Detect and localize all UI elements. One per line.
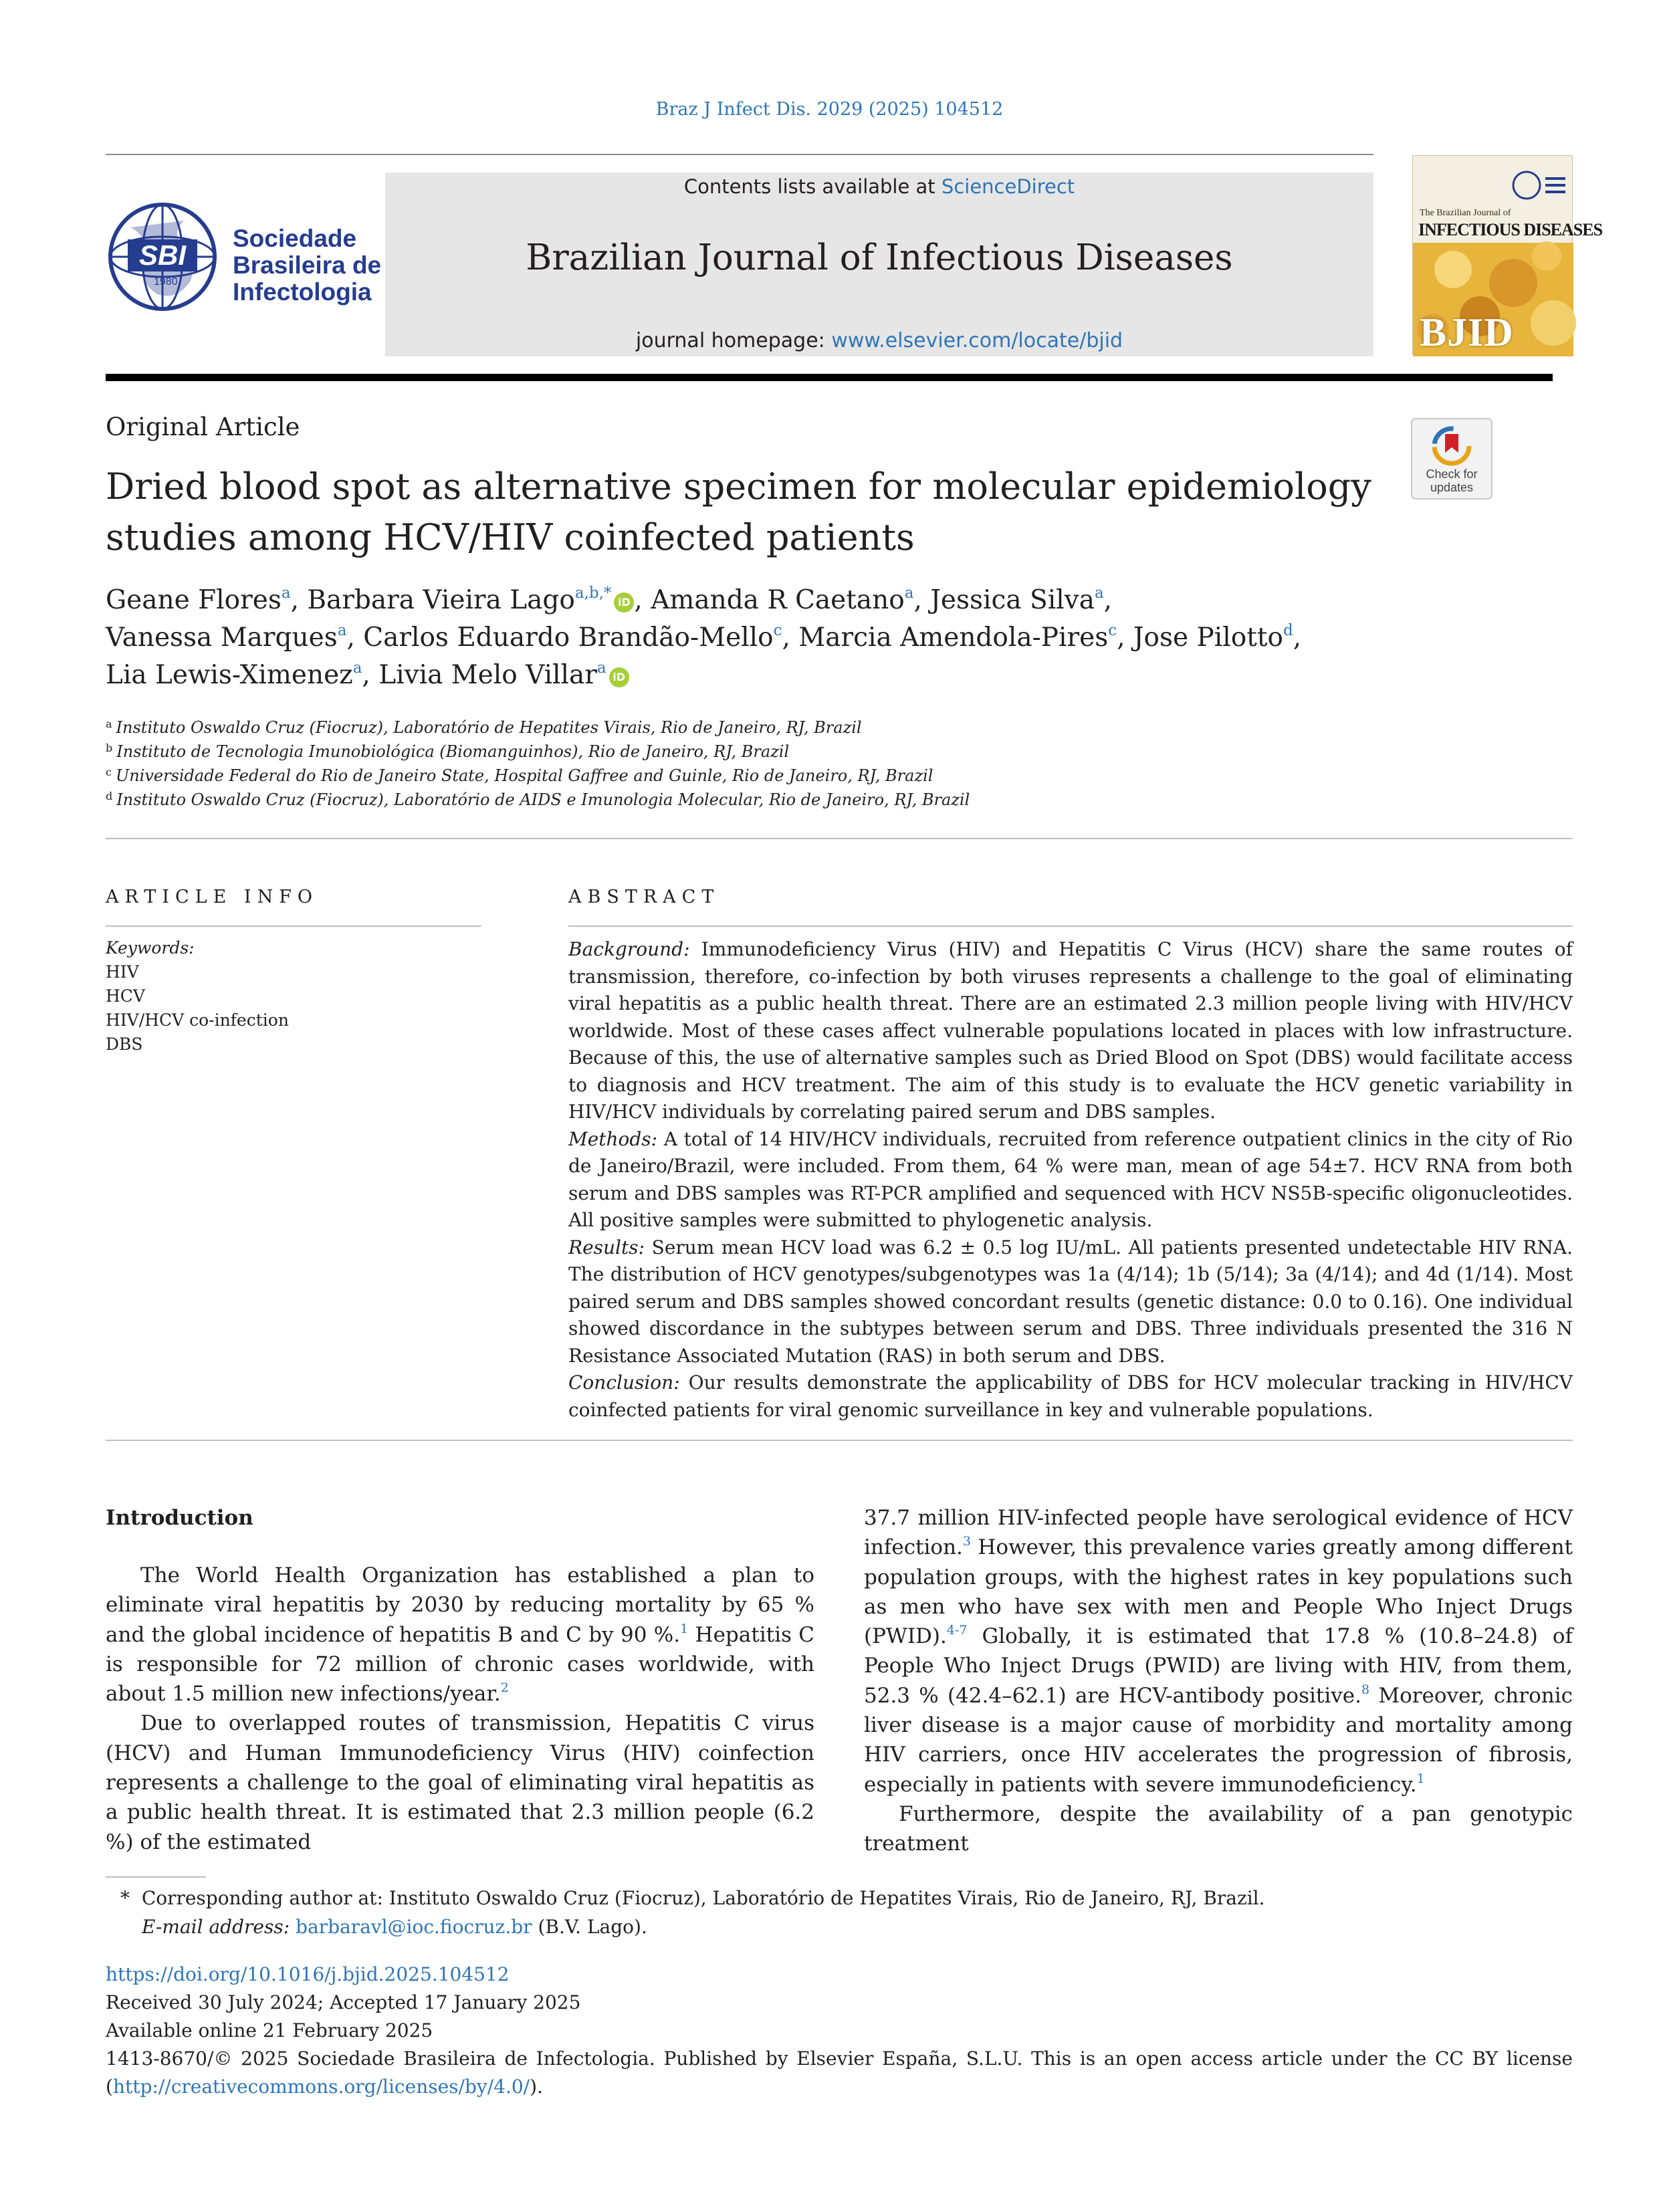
journal-homepage-link[interactable]: www.elsevier.com/locate/bjid bbox=[831, 329, 1123, 352]
orcid-icon[interactable]: iD bbox=[614, 592, 634, 613]
affiliation: $^d$ Instituto Oswaldo Cruz (Fiocruz), Laboratório de AIDS e Imunologia Molecular, Rio de Janeiro, RJ, Brazil bbox=[106, 790, 970, 809]
affiliation: $^a$ Instituto Oswaldo Cruz (Fiocruz), Laboratório de Hepatites Virais, Rio de Janeiro, RJ, Brazil bbox=[106, 717, 862, 737]
body-paragraph: Due to overlapped routes of transmission, Hepatitis C virus (HCV) and Human Immunodeficiency Virus (HIV) coinfection represents a challenge to the goal of eliminating viral hepatitis as a public health threat. It is estimated that 2.3 million people (6.2 %) of the estimated bbox=[106, 1711, 814, 1854]
citation-link[interactable]: 2 bbox=[500, 1680, 509, 1696]
author[interactable]: Vanessa Marques bbox=[106, 623, 338, 653]
body-column-right bbox=[864, 1503, 1573, 1859]
affiliation: $^b$ Instituto de Tecnologia Imunobiológica (Biomanguinhos), Rio de Janeiro, RJ, Brazil bbox=[106, 742, 790, 761]
author[interactable]: Geane Flores bbox=[106, 585, 282, 615]
running-head[interactable]: Braz J Infect Dis. 2029 (2025) 104512 bbox=[655, 99, 1004, 120]
abstract-results: Results: Serum mean HCV load was 6.2 ± 0.5 log IU/mL. All patients presented undetectable HIV RNA. The distribution of HCV genotypes/subgenotypes was 1a (4/14); 1b (5/14); 3a (4/14); and 4d (1/14). Most paired serum and DBS samples showed concordant results (genetic distance: 0.0 to 0.16). One individual showed discordance in the subtypes between serum and DBS. Three individuals presented the 316 N Resistance Associated Mutation (RAS) in both serum and DBS. bbox=[568, 1236, 1573, 1367]
sbi-logo-letters: SBI bbox=[138, 239, 186, 271]
citation-link[interactable]: 1 bbox=[680, 1621, 689, 1636]
sciencedirect-link[interactable]: ScienceDirect bbox=[941, 175, 1075, 198]
contents-available: Contents lists available at ScienceDirect bbox=[683, 175, 1075, 198]
keyword: HIV bbox=[106, 962, 139, 982]
article-type: Original Article bbox=[106, 413, 300, 441]
corresponding-author-footnote: * Corresponding author at: Instituto Oswaldo Cruz (Fiocruz), Laboratório de Hepatites Virais, Rio de Janeiro, RJ, Brazil. E-mail address: barbaravl@ioc.fiocruz.br (B.V. Lago). bbox=[120, 1887, 1265, 1938]
received-dates: Received 30 July 2024; Accepted 17 January 2025 bbox=[106, 1991, 581, 2013]
header-bottom-rule bbox=[106, 374, 1553, 381]
author[interactable]: Jose Pilotto bbox=[1133, 623, 1284, 653]
doi-link[interactable]: https://doi.org/10.1016/j.bjid.2025.104512 bbox=[106, 1963, 510, 1985]
check-updates-line2: updates bbox=[1430, 481, 1474, 494]
author[interactable]: Barbara Vieira Lago bbox=[307, 585, 575, 615]
header-top-rule bbox=[106, 154, 1373, 155]
check-for-updates-badge[interactable] bbox=[1411, 418, 1492, 500]
article-info-heading: ARTICLE INFO bbox=[106, 887, 319, 907]
body-column-left bbox=[106, 1561, 814, 1857]
citation-link[interactable]: 8 bbox=[1361, 1682, 1370, 1697]
sbi-logo-year: 1980 bbox=[154, 276, 178, 288]
abstract-heading: ABSTRACT bbox=[568, 887, 720, 907]
citation-link[interactable]: 1 bbox=[1416, 1771, 1425, 1786]
affiliation-list bbox=[106, 715, 970, 812]
article-info-rule bbox=[106, 925, 481, 927]
body-paragraph: Furthermore, despite the availability of a pan genotypic treatment bbox=[864, 1801, 1573, 1856]
author[interactable]: Amanda R Caetano bbox=[651, 585, 905, 615]
citation-link[interactable]: 4-7 bbox=[946, 1623, 968, 1638]
abstract-bottom-rule bbox=[106, 1440, 1573, 1441]
society-name: Sociedade Brasileira de Infectologia bbox=[233, 225, 382, 306]
author[interactable]: Livia Melo Villar bbox=[378, 660, 597, 690]
license-text: 1413-8670/© 2025 Sociedade Brasileira de Infectologia. Published by Elsevier España, S.L.U. This is an open access article under the CC BY license (http://creativecommons.org/licenses/by/4.0/). bbox=[106, 2048, 1573, 2098]
email-link[interactable]: barbaravl@ioc.fiocruz.br bbox=[296, 1916, 532, 1938]
introduction-heading: Introduction bbox=[106, 1506, 253, 1530]
body-paragraph: 37.7 million HIV-infected people have serological evidence of HCV infection.$^3$ However, this prevalence varies greatly among different population groups, with the highest rates in key populations such as men who have sex with men and People Who Inject Drugs (PWID).$^{4-7}$ Globally, it is estimated that 17.8 % (10.8–24.8) of People Who Inject Drugs (PWID) are living with HIV, from them, 52.3 % (42.4–62.1) are HCV-antibody positive.$^8$ Moreover, chronic liver disease is a major cause of morbidity and mortality among HIV carriers, once HIV accelerates the progression of fibrosis, especially in patients with severe immunodeficiency.$^1$ bbox=[864, 1506, 1573, 1797]
abstract-body bbox=[568, 936, 1573, 1424]
article-metadata bbox=[106, 1961, 1573, 2101]
available-online: Available online 21 February 2025 bbox=[106, 2019, 433, 2041]
footnote-rule bbox=[106, 1876, 206, 1878]
keywords: Keywords: HIV HCV HIV/HCV co-infection DBS bbox=[106, 936, 289, 1057]
abstract-background: Background: Immunodeficiency Virus (HIV) and Hepatitis C Virus (HCV) share the same routes of transmission, therefore, co-infection by both viruses represents a challenge to the goal of eliminating viral hepatitis as a public health threat. There are an estimated 2.3 million people living with HIV/HCV worldwide. Most of these cases affect vulnerable populations located in places with low infrastructure. Because of this, the use of alternative samples such as Dried Blood on Spot (DBS) would facilitate access to diagnosis and HCV treatment. The aim of this study is to evaluate the HCV genetic variability in HIV/HCV individuals by correlating paired serum and DBS samples. bbox=[568, 938, 1573, 1123]
author[interactable]: Carlos Eduardo Brandão-Mello bbox=[363, 623, 774, 653]
orcid-icon[interactable]: iD bbox=[609, 667, 629, 687]
author-list: Geane Flores$^a$, Barbara Vieira Lago$^{a,b,*}$iD , Amanda R Caetano$^a$, Jessica Silva$^a$, Vanessa Marques$^a$, Carlos Eduardo Brandão-Mello$^c$, Marcia Amendola-Pires$^c$, Jose Pilotto$^d$, Lia Lewis-Ximenez$^a$, Livia Melo Villar$^a$iD bbox=[106, 584, 1302, 690]
keyword: DBS bbox=[106, 1034, 143, 1054]
journal-title: Brazilian Journal of Infectious Diseases bbox=[526, 237, 1233, 278]
citation-link[interactable]: 3 bbox=[962, 1534, 972, 1549]
affiliation-divider bbox=[106, 838, 1573, 839]
journal-cover[interactable] bbox=[1412, 155, 1603, 354]
abstract-rule bbox=[568, 925, 1573, 927]
affiliation: $^c$ Universidade Federal do Rio de Janeiro State, Hospital Gaffree and Guinle, Rio de Janeiro, RJ, Brazil bbox=[106, 766, 933, 785]
cover-header-emblem bbox=[1420, 165, 1567, 205]
check-updates-line1: Check for bbox=[1426, 467, 1478, 481]
author[interactable]: Jessica Silva bbox=[930, 585, 1095, 615]
article-title: Dried blood spot as alternative specimen for molecular epidemiology studies among HCV/HIV coinfected patients bbox=[106, 465, 1371, 558]
author[interactable]: Marcia Amendola-Pires bbox=[798, 623, 1109, 653]
cover-abbrev: BJID bbox=[1420, 310, 1514, 354]
keyword: HCV bbox=[106, 986, 145, 1006]
keyword: HIV/HCV co-infection bbox=[106, 1010, 289, 1030]
license-link[interactable]: http://creativecommons.org/licenses/by/4.0/ bbox=[112, 2076, 530, 2098]
journal-homepage: journal homepage: www.elsevier.com/locate/bjid bbox=[635, 329, 1123, 352]
author[interactable]: Lia Lewis-Ximenez bbox=[106, 660, 353, 690]
cover-subtitle: The Brazilian Journal of bbox=[1420, 208, 1511, 218]
abstract-conclusion: Conclusion: Our results demonstrate the applicability of DBS for HCV molecular tracking in HIV/HCV coinfected patients for viral genomic surveillance in key and vulnerable populations. bbox=[568, 1371, 1573, 1421]
cover-title: INFECTIOUS DISEASES bbox=[1418, 220, 1603, 239]
body-paragraph: The World Health Organization has established a plan to eliminate viral hepatitis by 2030 by reducing mortality by 65 % and the global incidence of hepatitis B and C by 90 %.$^1$ Hepatitis C is responsible for 72 million of chronic cases worldwide, with about 1.5 million new infections/year.$^2$ bbox=[106, 1563, 814, 1706]
abstract-methods: Methods: A total of 14 HIV/HCV individuals, recruited from reference outpatient clinics in the city of Rio de Janeiro/Brazil, were included. From them, 64 % were man, mean of age 54±7. HCV RNA from both serum and DBS samples was RT-PCR amplified and sequenced with HCV NS5B-specific oligonucleotides. All positive samples were submitted to phylogenetic analysis. bbox=[568, 1127, 1573, 1231]
